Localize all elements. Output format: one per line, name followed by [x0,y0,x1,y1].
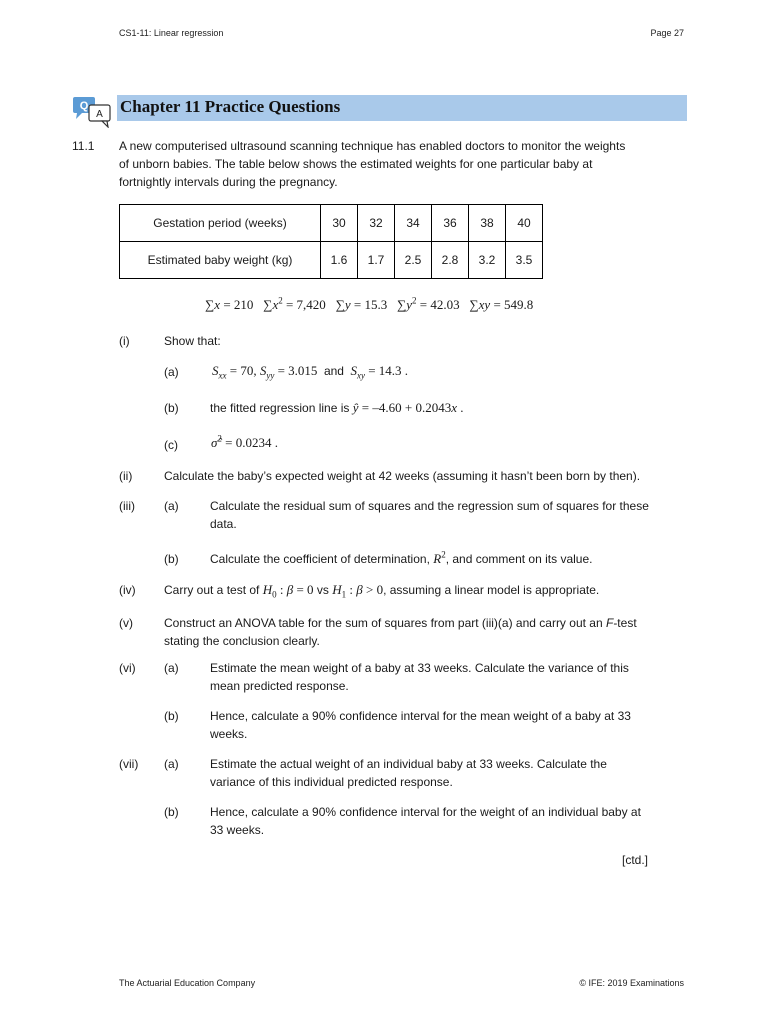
intro-line: of unborn babies. The table below shows the estimated weights for one particular baby at [119,157,593,171]
table-cell: 1.6 [321,242,358,279]
intro-line: fortnightly intervals during the pregnancy. [119,175,338,189]
table-cell: 30 [321,205,358,242]
table-cell: 1.7 [358,242,395,279]
subpart-label: (a) [164,499,179,513]
continued-marker: [ctd.] [622,853,649,867]
row-header: Gestation period (weeks) [120,205,321,242]
part-label: (vi) [119,661,136,675]
part-label: (v) [119,616,133,630]
subpart-text: Calculate the residual sum of squares and the regression sum of squares for these data. [210,499,649,531]
table-cell: 36 [432,205,469,242]
subpart-text: Estimate the actual weight of an individual baby at 33 weeks. Calculate the variance of this individual predicted response. [210,757,607,789]
subpart-label: (b) [164,709,179,723]
data-table [119,204,543,279]
part-text: Construct an ANOVA table for the sum of squares from part (iii)(a) and carry out an F-test stating the conclusion clearly. [164,616,637,648]
part-text: Calculate the baby’s expected weight at 42 weeks (assuming it hasn’t been born by then). [164,469,641,483]
subpart-text: Hence, calculate a 90% confidence interval for the mean weight of a baby at 33 weeks. [210,709,631,741]
subpart-text: Estimate the mean weight of a baby at 33 weeks. Calculate the variance of this mean predicted response. [210,661,629,693]
subpart-label: (a) [164,661,179,675]
subpart-text: Hence, calculate a 90% confidence interval for the weight of an individual baby at 33 weeks. [210,805,641,837]
table-cell: 2.5 [395,242,432,279]
part-label: (vii) [119,757,139,771]
part-label: (iii) [119,499,135,513]
subpart-label: (a) [164,365,179,379]
table-cell: 38 [469,205,506,242]
svg-text:Q: Q [79,100,89,112]
question-intro [119,137,699,191]
page-number: Page 27 [650,28,684,38]
chapter-title: Chapter 11 Practice Questions [120,97,341,116]
table-cell: 3.5 [506,242,543,279]
sum-xy: ∑xy = 549.8 [469,297,534,312]
table-cell: 32 [358,205,395,242]
intro-line: A new computerised ultrasound scanning technique has enabled doctors to monitor the weights [119,139,626,153]
part-text: Show that: [164,334,221,348]
footer-copyright: © IFE: 2019 Examinations [579,978,684,988]
regression-line-text: the fitted regression line is ŷ = –4.60 + 0.2043x . [210,400,464,415]
sum-x2: $\sum x^2 = 7,420$ [263,295,326,312]
subpart-label: (c) [164,438,178,452]
table-row [120,205,543,242]
table-cell: 40 [506,205,543,242]
chapter-title-bar [117,95,687,121]
variance-estimate-equation: σ̂$^2$ = 0.0234 . [211,433,279,450]
table-cell: 34 [395,205,432,242]
sum-y2: $\sum y^2 = 42.03$ [396,295,460,312]
question-number: 11.1 [72,139,95,153]
svg-text:A: A [96,109,103,120]
qa-speech-bubbles-icon [72,96,112,128]
sum-x: ∑x = 210 [205,297,254,312]
subpart-label: (b) [164,552,179,566]
sum-y: ∑y = 15.3 [335,297,388,312]
summary-sums [205,297,533,313]
footer-publisher: The Actuarial Education Company [119,978,256,988]
subpart-label: (b) [164,401,179,415]
part-label: (i) [119,334,130,348]
part-label: (iv) [119,583,136,597]
subpart-label: (b) [164,805,179,819]
subpart-text: Calculate the coefficient of determination, $R^2$, and comment on its value. [210,549,593,566]
row-header: Estimated baby weight (kg) [120,242,321,279]
part-label: (ii) [119,469,133,483]
table-cell: 3.2 [469,242,506,279]
sums-of-squares-equation: $S_{xx} = 70$, $S_{yy} = 3.015$ and $S_{xy} = 14.3$ . [212,363,409,381]
running-header-title: CS1-11: Linear regression [119,28,224,38]
table-row [120,242,543,279]
table-cell: 2.8 [432,242,469,279]
hypothesis-test-text: Carry out a test of $H_0$ : β = 0 vs $H_1$ : β > 0, assuming a linear model is appropriate. [164,582,600,600]
subpart-label: (a) [164,757,179,771]
